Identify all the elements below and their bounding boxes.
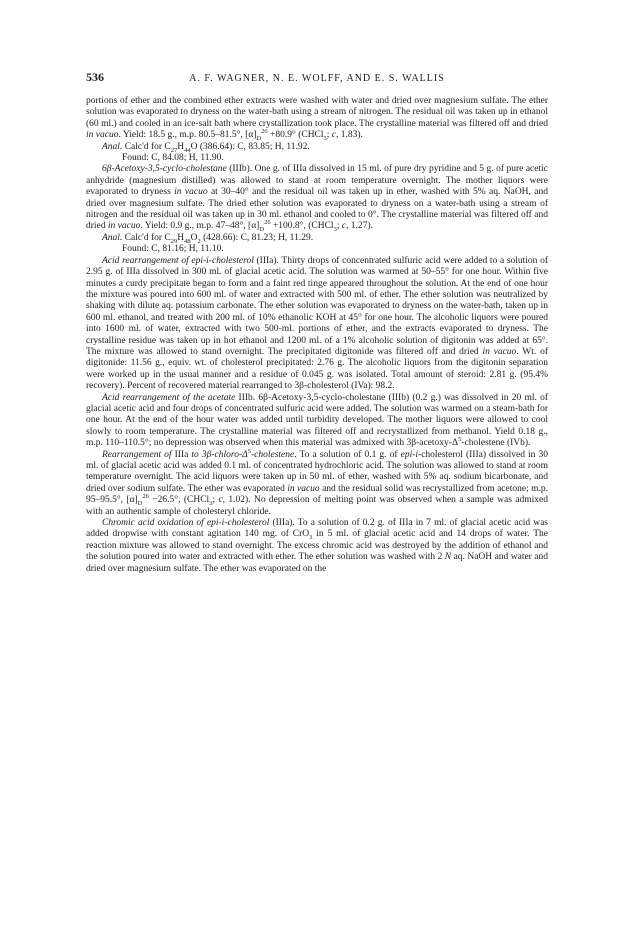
text-run: -cholesterol (IIIa) dissolved in 30 ml. of glacial acetic acid was added 0.1 ml. of concentrated hydrochloric acid. The solution was allowed to stand at room temperature overnight. The acid liquors were taken up in 50 ml. of ether, washed with 5% aq. sodium bicarbonate, and dried over sodium sulfate. The ether was evaporated bbox=[86, 449, 548, 494]
italic-text: -cholestene bbox=[250, 449, 295, 460]
text-run: IIIa bbox=[171, 449, 192, 460]
paragraph-p6 bbox=[86, 244, 548, 255]
paragraph-p1 bbox=[86, 96, 548, 142]
italic-text: Acid rearrangement of the acetate bbox=[102, 392, 236, 403]
italic-text: N bbox=[444, 552, 452, 563]
paragraph-p8 bbox=[86, 393, 548, 450]
running-title: A. F. WAGNER, N. E. WOLFF, AND E. S. WALLIS bbox=[189, 73, 445, 84]
text-run: (IIIa). Thirty drops of concentrated sulfuric acid were added to a solution of 2.95 g. of IIIa dissolved in 300 ml. of glacial acetic acid. The solution was warmed at 50–55° for one hour. Within five minutes a curdy precipitate began to form and a faint red tinge appeared throughout the solution. At the end of one hour the mixture was poured into 600 ml. of water and extracted with 500 ml. of ether. The ether solution was neutralized by shaking with dilute aq. potassium carbonate. The ether solution was evaporated to dryness on the water-bath, taken up in 600 ml. ethanol, and treated with 200 ml. of 10% ethanolic KOH at 45° for one hour. The alcoholic liquors were poured into 1600 ml. of water, extracted with two 500-ml. portions of ether, and the extracts evaporated to dryness. The crystalline residue was taken up in hot ethanol and 1200 ml. of a 1% alcoholic solution of digitonin was added at 65°. The mixture was allowed to stand overnight. The precipitated digitonide was filtered off and dried bbox=[86, 255, 548, 357]
italic-text: c bbox=[331, 130, 337, 141]
article-body bbox=[86, 96, 548, 575]
text-run: Found: C, 81.16; H, 11.10. bbox=[122, 244, 224, 255]
text-run: . To a solution of 0.1 g. of bbox=[294, 449, 401, 460]
text-run: portions of ether and the combined ether extracts were washed with water and dried over magnesium sulfate. The ether solution was evaporated to dryness on the water-bath using a stream of nitrogen. The residual oil was taken up in ethanol (60 ml.) and cooled in an ice-salt bath where crystallization took place. The crystalline material was filtered off and dried bbox=[86, 96, 548, 129]
text-run: O bbox=[190, 232, 198, 243]
subscript: 48 bbox=[184, 237, 191, 245]
text-run: +100.8°, (CHCl bbox=[270, 221, 334, 232]
italic-text: in vacuo bbox=[287, 483, 320, 494]
text-run: , 1.02). No depression of melting point was observed when a sample was admixed with an authentic sample of cholesteryl chloride. bbox=[86, 495, 549, 517]
text-run: ; bbox=[336, 221, 342, 232]
text-run: , 1.27). bbox=[346, 221, 373, 232]
paragraph-p5 bbox=[86, 233, 548, 244]
text-run: (IIIb). One g. of IIIa dissolved in 15 ml. of pure dry pyridine and 5 g. of pure acetic anhydride (magnesium distilled) was allowed to stand at room temperature overnight. The mother liquors were evaporated to dryness bbox=[86, 164, 548, 198]
text-run: (IIIa). To a solution of 0.2 g. of IIIa in 7 ml. of glacial acetic acid was added dropwise with constant agitation 140 mg. of CrO bbox=[86, 518, 548, 540]
text-run: IIIb. 6β-Acetoxy-3,5-cyclo-cholestane (IIIb) (0.2 g.) was dissolved in 20 ml. of glacial acetic acid and four drops of concentrated sulfuric acid were added. The solution was warmed on a steam-bath for one hour. At the end of the hour water was added until turbidity developed. The mother liquors were allowed to cool slowly to room temperature. The crystalline material was filtered off and recrystallized from methanol. Yield 0.18 g., m.p. 110–110.5°; no depression was observed when this material was admixed with 3β-acetoxy-Δ bbox=[86, 392, 548, 449]
superscript: 5 bbox=[458, 436, 462, 444]
subscript: 27 bbox=[170, 146, 178, 154]
subscript: 2 bbox=[197, 237, 201, 245]
paragraph-p3 bbox=[86, 153, 548, 164]
superscript: 26 bbox=[264, 219, 271, 227]
text-run: -cholestene (IVb). bbox=[461, 438, 531, 449]
italic-text: in vacuo bbox=[174, 187, 208, 198]
subscript: D bbox=[256, 135, 262, 143]
text-run: Calc'd for C bbox=[122, 232, 171, 243]
page-number: 536 bbox=[86, 70, 104, 84]
text-run: +80.9° (CHCl bbox=[267, 130, 324, 141]
italic-text: to 3β-chloro-Δ bbox=[191, 449, 248, 460]
text-run: ; bbox=[326, 130, 332, 141]
subscript: 29 bbox=[170, 237, 178, 245]
paragraph-p4 bbox=[86, 164, 548, 232]
italic-text: Rearrangement of bbox=[102, 449, 172, 460]
text-run: , 1.83). bbox=[336, 130, 363, 141]
text-run: . Yield: 18.5 g., m.p. 80.5–81.5°, [α] bbox=[118, 130, 257, 141]
italic-text: 6β-Acetoxy-3,5-cyclo-cholestane bbox=[102, 164, 227, 175]
italic-text: c bbox=[341, 221, 347, 232]
subscript: 44 bbox=[184, 146, 191, 154]
italic-text: Anal. bbox=[102, 232, 123, 243]
text-run: in 5 ml. of glacial acetic acid and 14 drops of water. The reaction mixture was allowed to stand overnight. The excess chromic acid was destroyed by the addition of ethanol and the solution poured into water and extracted with ether. The ether solution was washed with 2 bbox=[86, 529, 549, 563]
text-run: H bbox=[177, 141, 185, 152]
subscript: 3 bbox=[323, 135, 327, 143]
italic-text: Acid rearrangement of epi-i-cholesterol bbox=[102, 255, 254, 266]
subscript: 3 bbox=[333, 226, 337, 234]
text-run: H bbox=[177, 232, 185, 243]
text-run: aq. NaOH and water and dried over magnesium sulfate. The ether was evaporated on the bbox=[86, 552, 548, 574]
text-run: ; bbox=[212, 495, 219, 506]
italic-text: Anal. bbox=[102, 141, 123, 152]
superscript: 5 bbox=[247, 447, 251, 455]
subscript: D bbox=[259, 226, 265, 234]
text-run: . Wt. of digitonide: 11.56 g., equiv. wt. of cholesterol precipitated: 2.76 g. The alcoholic liquors from the digitonin separation were worked up in the usual manner and a residue of 0.045 g. was isolated. Total amount of steroid: 2.81 g. (95.4% recovery). Percent of recovered material rearranged to 3β-cholesterol (IVa): 98.2. bbox=[86, 346, 548, 392]
italic-text: in vacuo bbox=[107, 221, 141, 232]
text-run: Found: C, 84.08; H, 11.90. bbox=[122, 153, 224, 164]
paragraph-p7 bbox=[86, 256, 548, 393]
text-run: Calc'd for C bbox=[122, 141, 171, 152]
text-run: −26.5°, (CHCl bbox=[148, 495, 210, 506]
superscript: 26 bbox=[142, 493, 149, 501]
italic-text: in vacuo bbox=[86, 130, 119, 141]
text-run: . Yield: 0.9 g., m.p. 47–48°, [α] bbox=[140, 221, 260, 232]
italic-text: Chromic acid oxidation of epi-i-cholesterol bbox=[102, 518, 270, 529]
text-run: (428.66): C, 81.23; H, 11.29. bbox=[200, 232, 314, 243]
text-run: O (386.64): C, 83.85; H, 11.92. bbox=[190, 141, 310, 152]
superscript: 26 bbox=[261, 128, 268, 136]
text-run: and the residual solid was recrystallized from acetone; m.p. 95–95.5°, [α] bbox=[86, 483, 548, 506]
italic-text: epi-i bbox=[400, 449, 419, 460]
italic-text: c bbox=[218, 495, 223, 506]
subscript: 3 bbox=[309, 534, 313, 542]
paragraph-p10 bbox=[86, 518, 548, 575]
subscript: D bbox=[137, 500, 143, 508]
italic-text: in vacuo bbox=[482, 346, 517, 357]
subscript: 3 bbox=[209, 500, 213, 508]
paragraph-p9 bbox=[86, 447, 549, 518]
paragraph-p2 bbox=[86, 142, 548, 153]
text-run: at 30–40° and the residual oil was taken up in ether, washed with 5% aq. NaOH, and dried over magnesium sulfate. The dried ether solution was evaporated to dryness on a water-bath using a stream of nitrogen and the residual oil was taken up in 30 ml. ethanol and cooled to 0°. The crystalline material was filtered off and dried bbox=[86, 187, 548, 232]
page-header bbox=[86, 72, 548, 86]
